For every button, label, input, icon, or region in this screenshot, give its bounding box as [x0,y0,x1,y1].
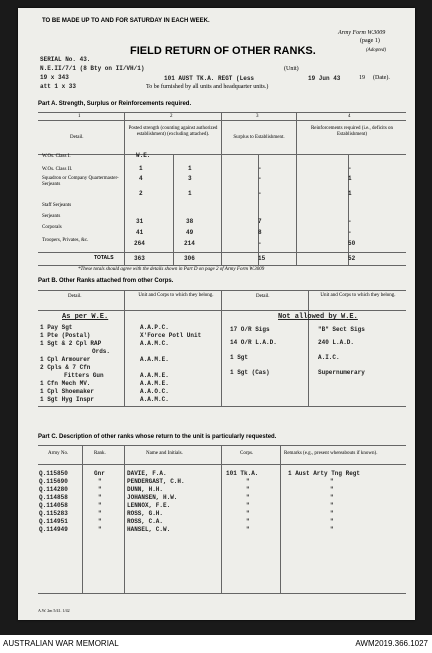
c-army-no: Q.114949 [39,526,68,533]
part-c-heading: Part C. Description of other ranks whose return to the unit is particularly requested. [38,434,277,440]
page-number: (page 1) [360,38,380,44]
b-unit: A.A.M.E. [140,356,169,363]
row-reinforce-value: 50 [348,240,356,247]
serial-line-2: N.E.II/7/1 (8 Bty on II/VH/1) [40,65,145,72]
c-corps: " [246,518,250,525]
c-col-corps: Corps. [240,451,254,456]
c-corps: " [246,494,250,501]
b-unit: A.I.C. [318,354,340,361]
b-detail: 1 Cpl Armourer [40,356,91,363]
b-left-typed-heading: As per W.E. [62,313,109,321]
c-name: PENDERGAST, C.H. [127,478,185,485]
row-actual-value: 49 [186,229,194,236]
total-actual: 306 [184,255,195,262]
b-right-typed-heading: Not allowed by W.E. [278,313,358,321]
c-col-name: Name and Initials. [146,451,183,456]
b-detail: 1 Sgt (Cas) [230,369,270,376]
col-num-1: 1 [78,114,81,119]
c-name: DUNN, H.H. [127,486,164,493]
col-detail-header: Detail. [70,135,84,140]
unit-typed: 101 AUST TK.A. REGT (Less [164,75,255,82]
row-reinforce-value: 1 [348,175,352,182]
row-actual-value: 1 [188,165,192,172]
row-reinforce-value: - [348,218,352,225]
row-posted-value: W.E. [136,152,151,159]
row-posted-value: 2 [139,190,143,197]
row-label-serjeants: Serjeants [42,214,61,219]
row-label: Squadron or Company Quartermaster-Serjeants [42,176,119,187]
total-reinforce: 52 [348,255,356,262]
c-name: LENNOX, F.E. [127,502,171,509]
c-rank: " [98,526,102,533]
c-remarks: " [330,518,334,525]
row-surplus-value: - [258,240,262,247]
adopted-note: (Adopted) [366,48,386,53]
c-rank: " [98,478,102,485]
c-rank: " [98,510,102,517]
col-num-4: 4 [348,114,351,119]
c-army-no: Q.114951 [39,518,68,525]
c-remarks: " [330,526,334,533]
row-label: W.Os. Class II. [42,167,73,172]
c-army-no: Q.114858 [39,494,68,501]
b-detail: 1 Sgt [230,354,249,361]
c-col-army-no: Army No. [48,451,69,456]
col3-header: Surplus to Establishment. [233,135,285,140]
c-rank: " [98,502,102,509]
row-posted-value: 31 [136,218,144,225]
row-reinforce-value: 1 [348,190,352,197]
date-label: (Date). [373,75,390,81]
b-detail: 2 Cpls & 7 Cfn [40,364,91,371]
c-rank: " [98,494,102,501]
c-army-no: Q.115283 [39,510,68,517]
b-detail: 1 Pte (Postal) [40,332,91,339]
b-unit: X'Force Potl Unit [140,332,202,339]
row-label: W.Os. Class I. [42,154,71,159]
b-unit: A.A.M.E. [140,372,169,379]
row-reinforce-value: - [348,229,352,236]
row-posted-value: 4 [139,175,143,182]
c-army-no: Q.115690 [39,478,68,485]
c-remarks: " [330,494,334,501]
row-reinforce-value: - [348,165,352,172]
unit-label: (Unit) [284,66,299,72]
c-remarks: " [330,478,334,485]
row-label-staff-serjeants: Staff Serjeants [42,203,72,208]
row-label: Troopers, Privates, &c. [42,238,89,243]
row-actual-value: 38 [186,218,194,225]
c-remarks: " [330,486,334,493]
col4-header: Reinforcements required (i.e., deficits on Establishment) [310,126,394,137]
printer-note: A.W. 2m 5/41. 1/42 [38,608,70,613]
c-army-no: Q.115850 [39,470,68,477]
row-surplus-value: 7 [258,218,262,225]
row-posted-value: 264 [134,240,145,247]
part-a-heading: Part A. Strength, Surplus or Reinforcements required. [38,101,192,107]
c-corps: " [246,526,250,533]
c-corps: " [246,502,250,509]
c-name: ROSS, C.A. [127,518,164,525]
c-rank: " [98,518,102,525]
c-name: ROSS, G.H. [127,510,164,517]
b-detail: 1 Cfn Mech MV. [40,380,91,387]
top-note: TO BE MADE UP TO AND FOR SATURDAY IN EACH WEEK. [42,18,210,24]
total-posted: 363 [134,255,145,262]
c-rank: Gnr [94,470,105,477]
b-unit: Supernumerary [318,369,365,376]
b-unit: A.A.M.E. [140,380,169,387]
date-typed: 19 Jun 43 [308,75,341,82]
b-left-detail-header: Detail. [68,294,82,299]
b-right-unit-header: Unit and Corps to which they belong. [320,293,396,298]
serial-line-3: 19 x 343 [40,74,69,81]
c-army-no: Q.114058 [39,502,68,509]
b-detail: Ords. [92,348,111,355]
row-actual-value: 1 [188,190,192,197]
serial-line-1: SERIAL No. 43. [40,56,91,63]
b-detail: 1 Cpl Shoemaker [40,388,95,395]
row-surplus-value: 8 [258,229,262,236]
b-unit: A.A.M.C. [140,396,169,403]
col-num-3: 3 [256,114,259,119]
row-label: Corporals [42,225,62,230]
date-year: 19 [359,75,365,81]
c-remarks: 1 Aust Arty Tng Regt [288,470,361,477]
form-title: FIELD RETURN OF OTHER RANKS. [130,45,316,57]
part-b-heading: Part B. Other Ranks attached from other Corps. [38,278,174,284]
b-unit: A.A.M.C. [140,340,169,347]
col-num-2: 2 [170,114,173,119]
b-detail: 1 Pay Sgt [40,324,73,331]
row-posted-value: 1 [139,165,143,172]
form-page [18,8,415,620]
row-actual-value: 214 [184,240,195,247]
footer-accession-number: AWM2019.366.1027 [355,639,428,648]
total-surplus: 15 [258,255,266,262]
c-corps: " [246,478,250,485]
c-name: JOHANSEN, H.W. [127,494,178,501]
c-col-rank: Rank. [94,451,106,456]
c-rank: " [98,486,102,493]
row-posted-value: 41 [136,229,144,236]
row-surplus-value: - [258,165,262,172]
b-unit: A.A.P.C. [140,324,169,331]
b-right-detail-header: Detail. [256,294,270,299]
b-detail: 14 O/R L.A.D. [230,339,277,346]
row-actual-value: 3 [188,175,192,182]
b-detail: 1 Sgt Hyg Inspr [40,396,95,403]
museum-footer [0,635,432,653]
c-corps: 101 Tk.A. [226,470,259,477]
part-a-note: *These totals should agree with the details shown in Part D on page 2 of Army Form W.3009 [78,267,265,272]
col2-header: Posted strength (counting against authorized establishment) (excluding attached). [128,126,218,137]
b-left-unit-header: Unit and Corps to which they belong. [138,293,214,298]
b-unit: A.A.O.C. [140,388,169,395]
furnish-line: To be furnished by all units and headquarter units.) [146,84,269,90]
b-unit: 240 L.A.D. [318,339,355,346]
totals-label: TOTALS [94,255,114,261]
b-unit: "B" Sect Sigs [318,326,365,333]
c-remarks: " [330,502,334,509]
c-col-remarks: Remarks (e.g., present whereabouts if known). [284,451,378,456]
form-number: Army Form W.3009 [338,30,386,36]
c-name: HANSEL, C.W. [127,526,171,533]
c-name: DAVIE, F.A. [127,470,167,477]
row-surplus-value: - [258,190,262,197]
serial-line-4: att 1 x 33 [40,83,77,90]
b-detail: 17 O/R Sigs [230,326,270,333]
c-corps: " [246,510,250,517]
footer-institution: AUSTRALIAN WAR MEMORIAL [3,639,119,648]
c-remarks: " [330,510,334,517]
b-detail: Fitters Gun [64,372,104,379]
b-detail: 1 Sgt & 2 Cpl RAP [40,340,102,347]
row-surplus-value: - [258,175,262,182]
c-corps: " [246,486,250,493]
c-army-no: Q.114280 [39,486,68,493]
